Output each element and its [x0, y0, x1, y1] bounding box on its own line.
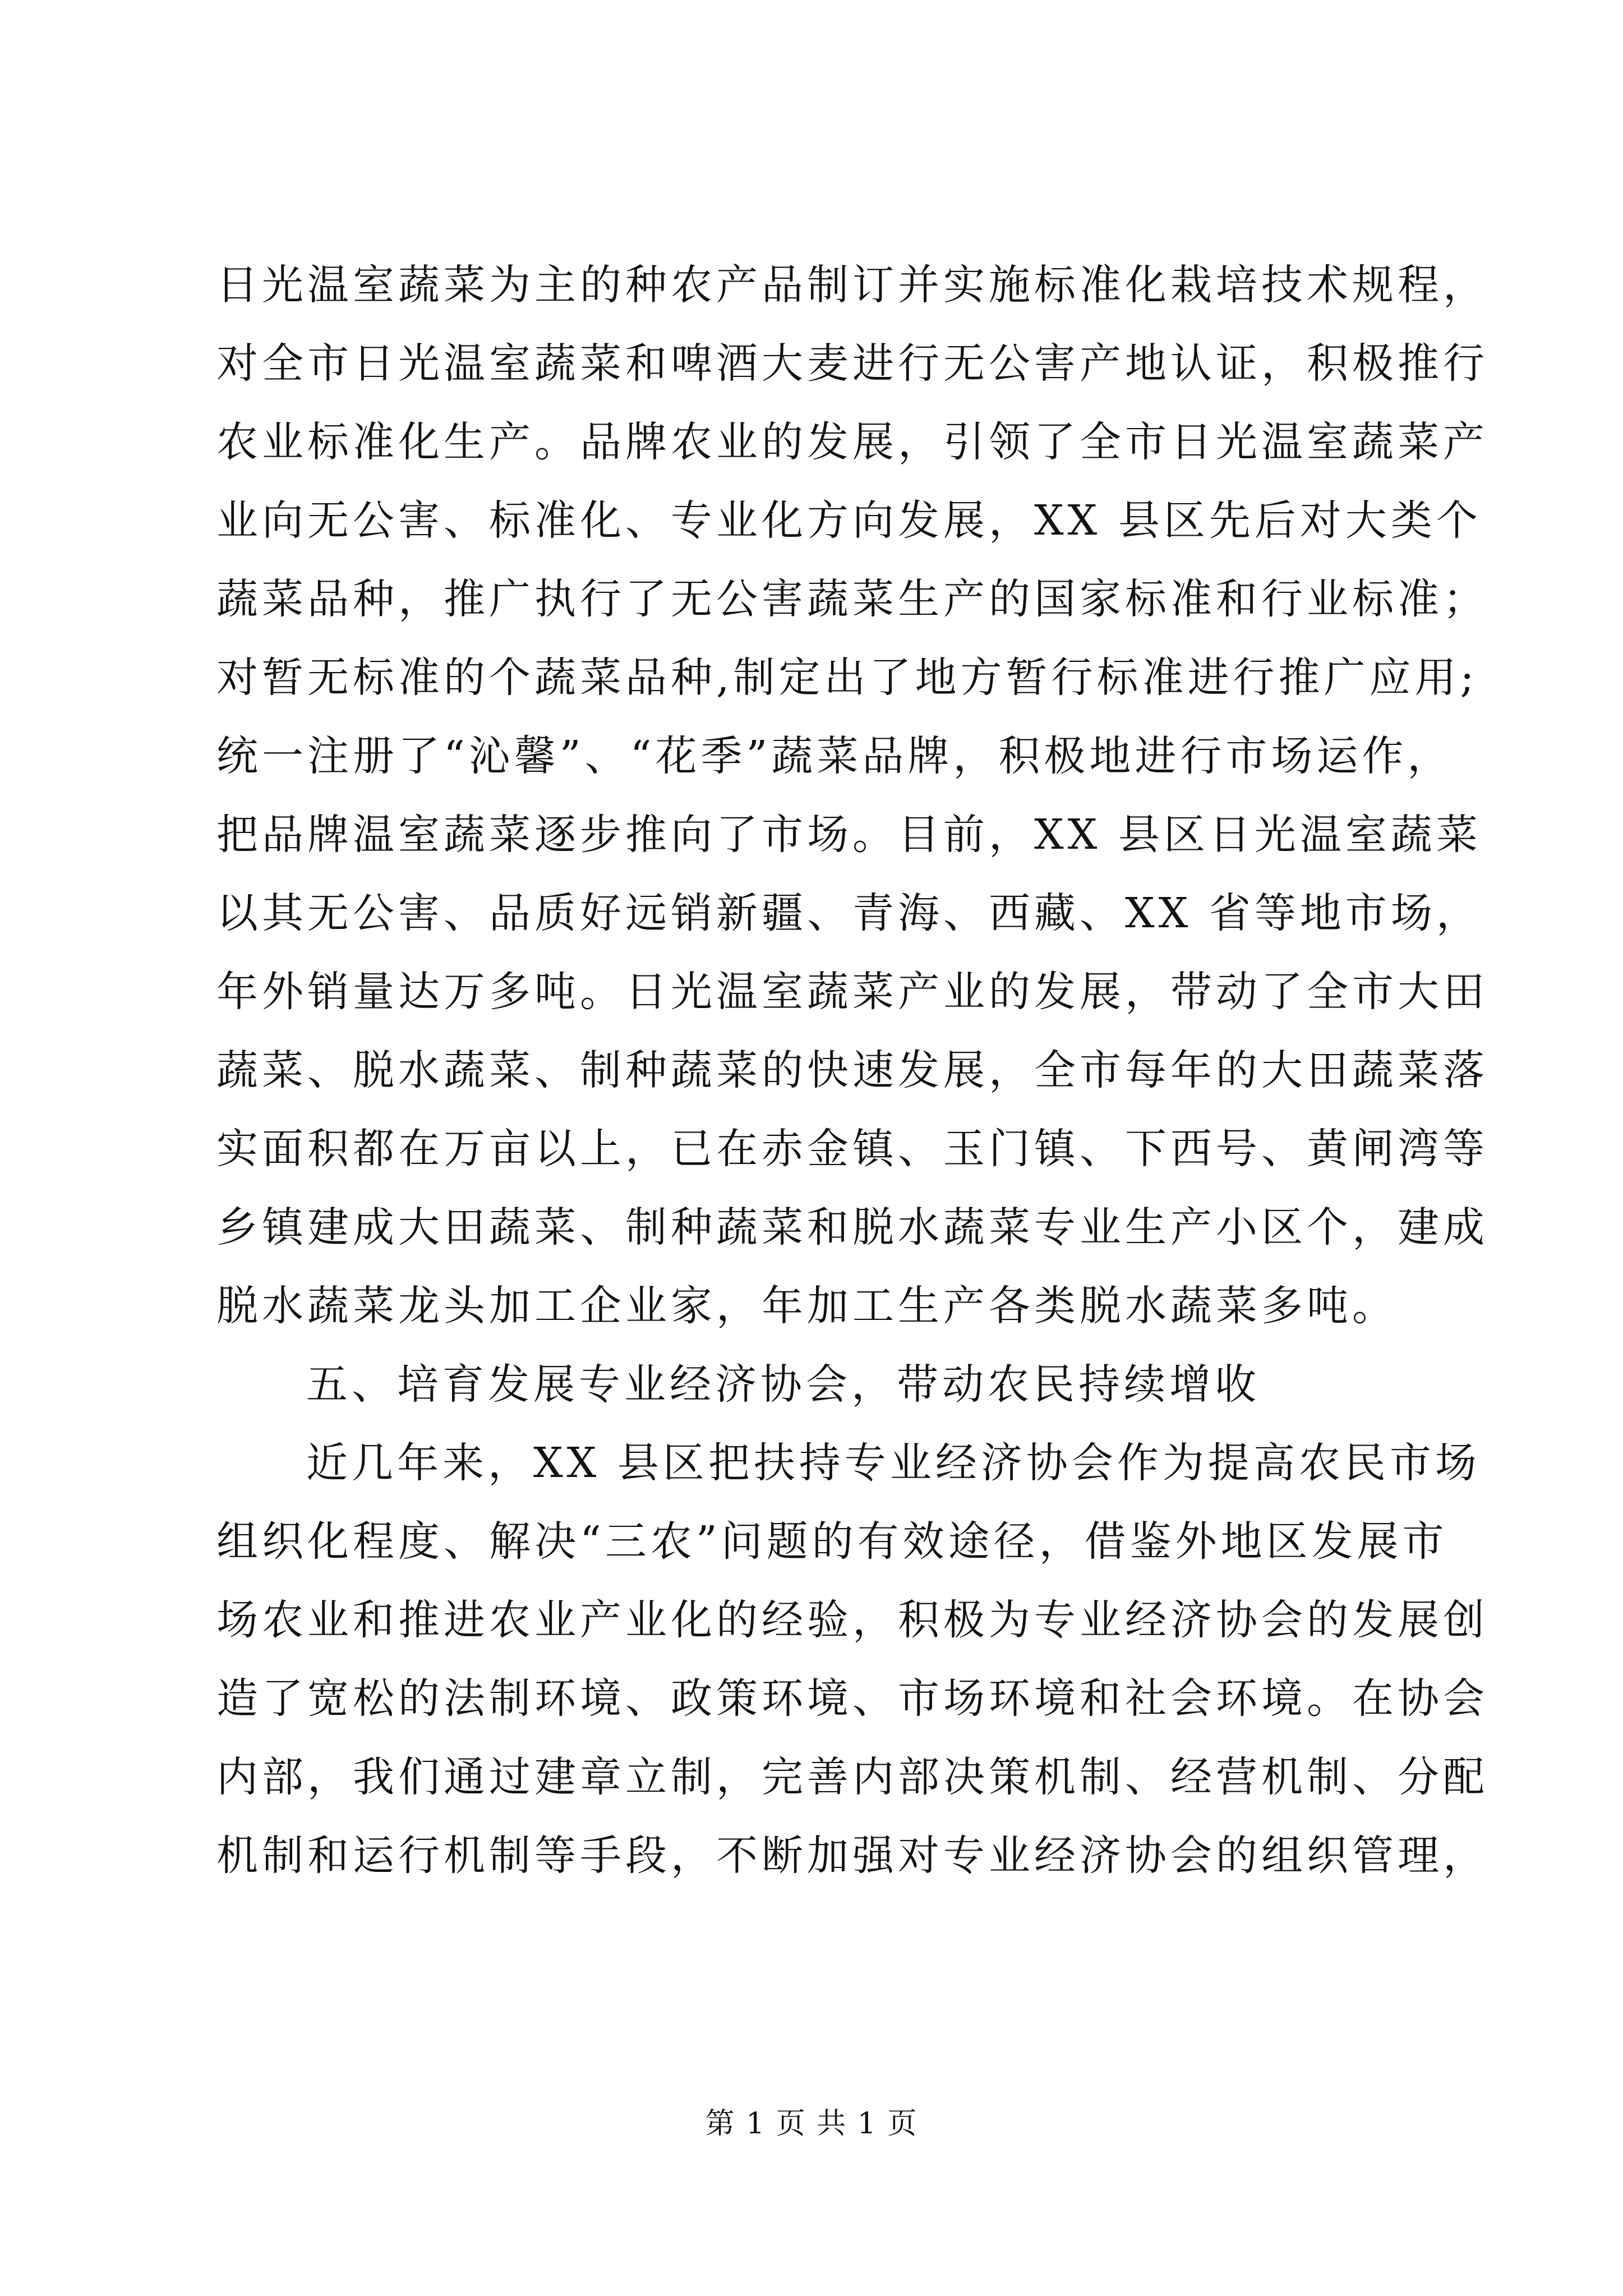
body-text-line: 蔬菜品种，推广执行了无公害蔬菜生产的国家标准和行业标准；: [216, 575, 1488, 623]
body-text-line: 造了宽松的法制环境、政策环境、市场环境和社会环境。在协会: [216, 1674, 1488, 1723]
body-text-line: 把品牌温室蔬菜逐步推向了市场。目前，XX 县区日光温室蔬菜: [216, 811, 1482, 859]
body-text-line: 年外销量达万多吨。日光温室蔬菜产业的发展，带动了全市大田: [216, 968, 1488, 1016]
body-text-line: 内部，我们通过建章立制，完善内部决策机制、经营机制、分配: [216, 1753, 1488, 1801]
body-text-line: 对暂无标准的个蔬菜品种,制定出了地方暂行标准进行推广应用;: [216, 654, 1478, 702]
body-text-line: 机制和运行机制等手段，不断加强对专业经济协会的组织管理，: [216, 1832, 1488, 1880]
body-text-line: 对全市日光温室蔬菜和啤酒大麦进行无公害产地认证，积极推行: [216, 339, 1488, 388]
body-text-line: 统一注册了“沁馨”、“花季”蔬菜品牌，积极地进行市场运作，: [216, 732, 1453, 780]
section-heading: 五、培育发展专业经济协会，带动农民持续增收: [306, 1360, 1260, 1409]
body-text-line: 组织化程度、解决“三农”问题的有效途径，借鉴外地区发展市: [216, 1517, 1448, 1566]
body-text-line: 场农业和推进农业产业化的经验，积极为专业经济协会的发展创: [216, 1596, 1488, 1644]
body-text-line: 乡镇建成大田蔬菜、制种蔬菜和脱水蔬菜专业生产小区个，建成: [216, 1203, 1488, 1251]
body-text-line: 实面积都在万亩以上，已在赤金镇、玉门镇、下西号、黄闸湾等: [216, 1125, 1488, 1173]
body-text-line: 业向无公害、标准化、专业化方向发展，XX 县区先后对大类个: [216, 496, 1482, 545]
body-text-line: 近几年来，XX 县区把扶持专业经济协会作为提高农民市场: [306, 1439, 1481, 1487]
body-text-line: 以其无公害、品质好远销新疆、青海、西藏、XX 省等地市场，: [216, 889, 1482, 937]
body-text-line: 农业标准化生产。品牌农业的发展，引领了全市日光温室蔬菜产: [216, 418, 1488, 466]
body-text-line: 蔬菜、脱水蔬菜、制种蔬菜的快速发展，全市每年的大田蔬菜落: [216, 1046, 1488, 1094]
page-footer: 第 1 页 共 1 页: [705, 2107, 918, 2141]
body-text-line: 日光温室蔬菜为主的种农产品制订并实施标准化栽培技术规程，: [216, 261, 1488, 309]
body-text-line: 脱水蔬菜龙头加工企业家，年加工生产各类脱水蔬菜多吨。: [216, 1282, 1398, 1330]
